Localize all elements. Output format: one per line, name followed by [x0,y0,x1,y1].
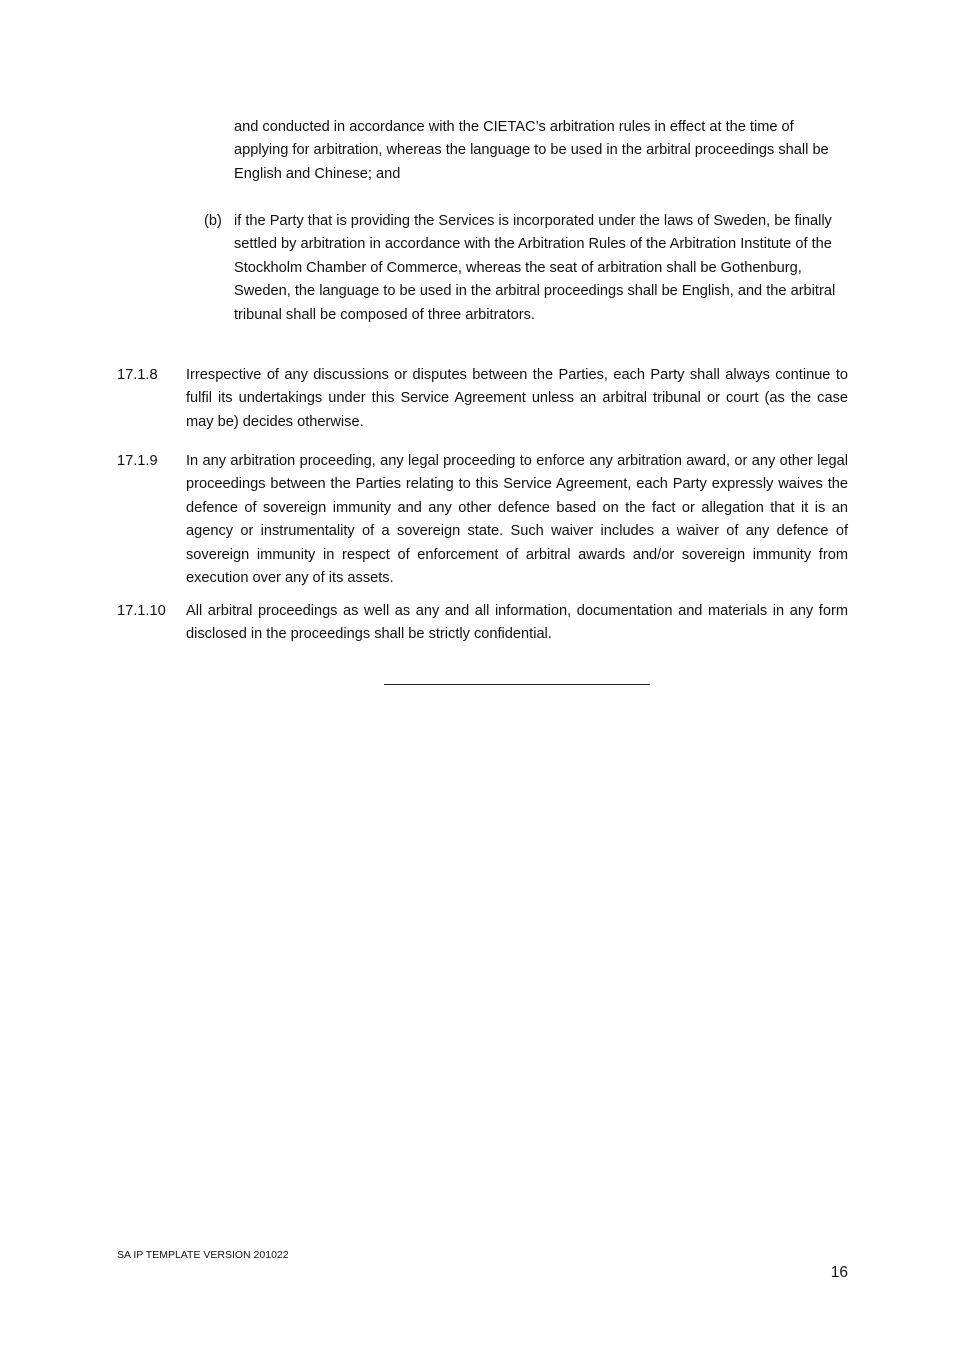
clause-b-label: (b) [204,213,222,229]
clause-number-17-1-8: 17.1.8 [117,367,158,383]
footer-template-version: SA IP TEMPLATE VERSION 201022 [117,1249,289,1261]
clause-number-17-1-9: 17.1.9 [117,453,158,469]
page-number: 16 [830,1264,848,1281]
clause-17-1-8-text: Irrespective of any discussions or disputes between the Parties, each Party shall always continue to fulfil its undertakings under this Service Agreement unless an arbitral tribunal or court (as the case may be) decides otherwise. [186,367,848,430]
clause-17-1-9-text: In any arbitration proceeding, any legal proceeding to enforce any arbitration award, or any other legal proceedings between the Parties relating to this Service Agreement, each Party expressly waives the defence of sovereign immunity and any other defence based on the fact or allegation that it is an agency or instrumentality of a sovereign state. Such waiver includes a waiver of any defence of sovereign immunity in respect of enforcement of arbitral awards and/or sovereign immunity from execution over any of its assets. [186,453,848,587]
clause-a-continuation: and conducted in accordance with the CIETAC’s arbitration rules in effect at the time of applying for arbitration, whereas the language to be used in the arbitral proceedings shall be English and Chinese; and [234,119,829,182]
clause-b-text: if the Party that is providing the Services is incorporated under the laws of Sweden, be finally settled by arbitration in accordance with the Arbitration Rules of the Arbitration Institute of the Stockholm Chamber of Commerce, whereas the seat of arbitration shall be Gothenburg, Sweden, the language to be used in the arbitral proceedings shall be English, and the arbitral tribunal shall be composed of three arbitrators. [234,213,836,323]
clause-number-17-1-10: 17.1.10 [117,603,166,619]
clause-17-1-10-text: All arbitral proceedings as well as any and all information, documentation and materials in any form disclosed in the proceedings shall be strictly confidential. [186,603,848,643]
end-rule-divider [384,684,650,685]
